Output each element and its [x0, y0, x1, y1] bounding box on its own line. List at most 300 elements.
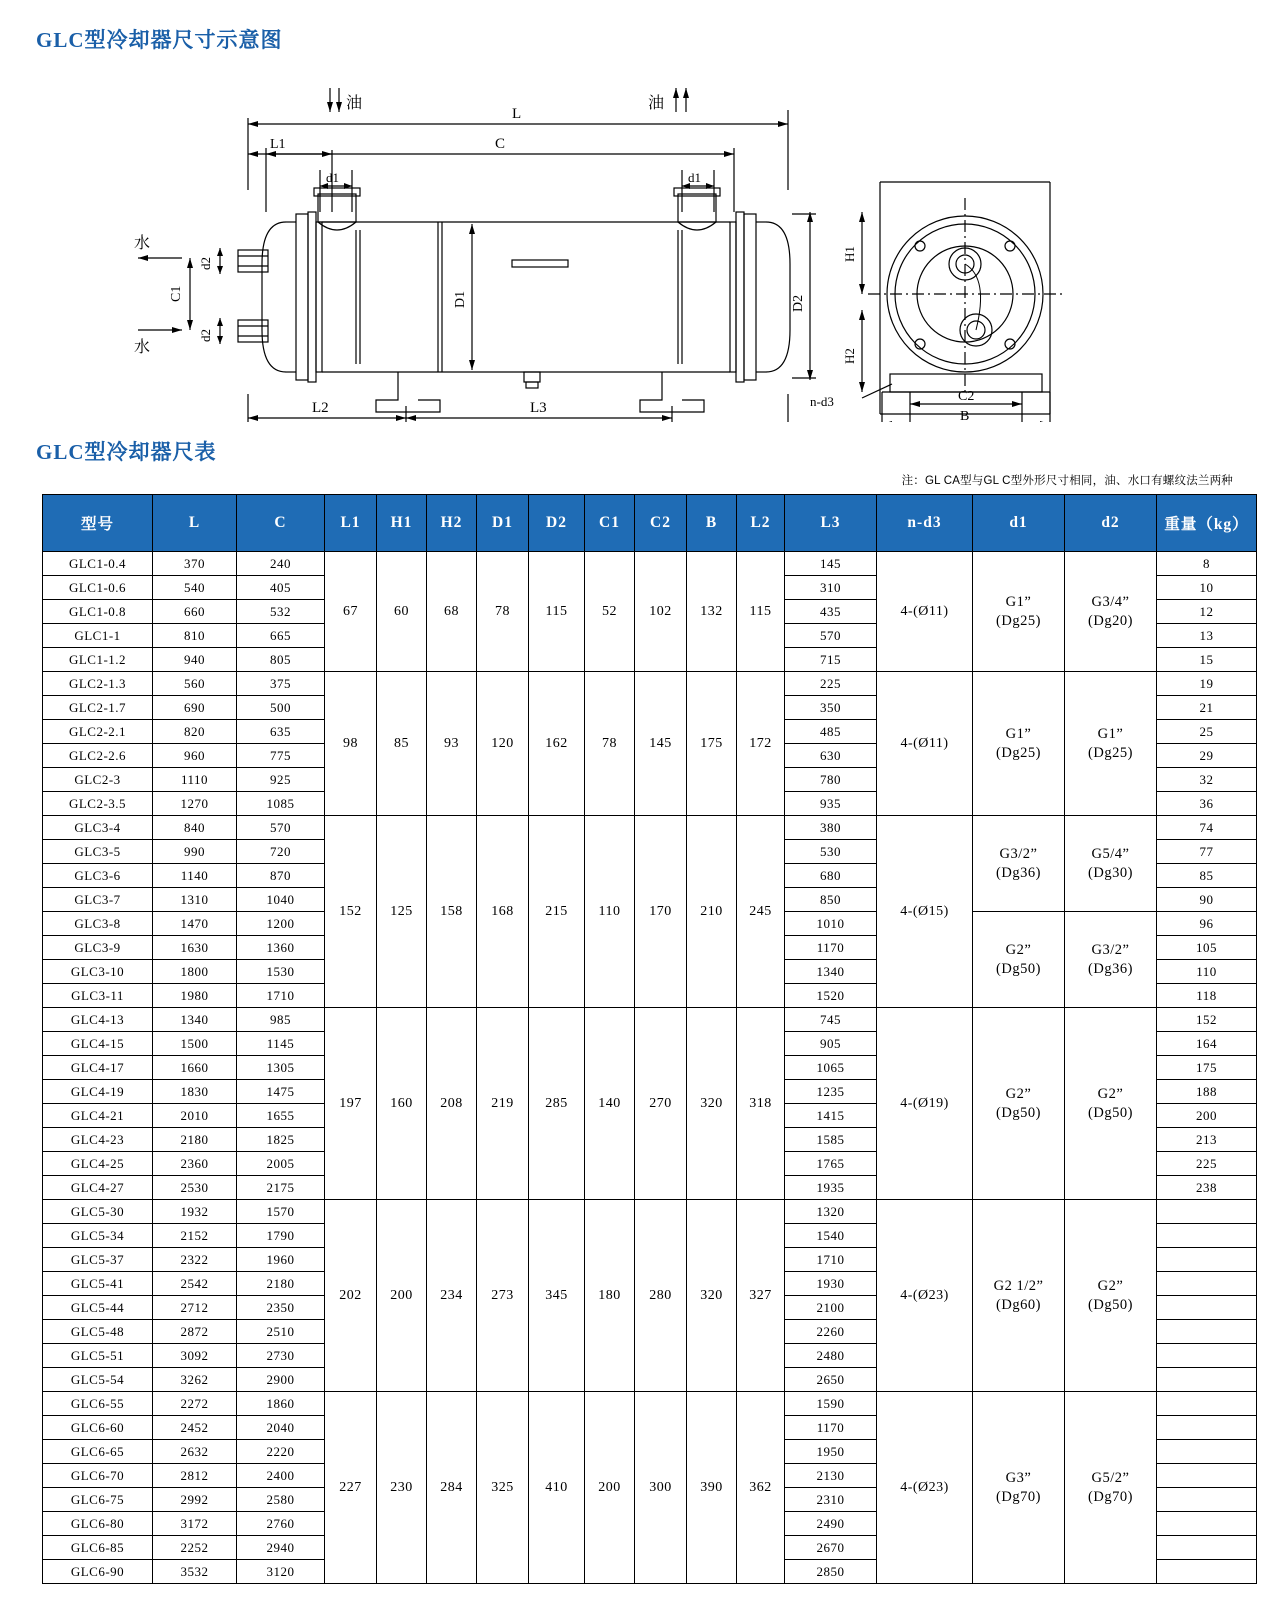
cell-L: 840 [153, 816, 237, 840]
cell-L3: 715 [785, 648, 877, 672]
svg-text:H1: H1 [842, 246, 857, 262]
cell-C: 405 [237, 576, 325, 600]
cell-model: GLC5-34 [43, 1224, 153, 1248]
cell-C: 2760 [237, 1512, 325, 1536]
cell-H2: 68 [427, 552, 477, 672]
cell-H1: 200 [377, 1200, 427, 1392]
cell-model: GLC3-7 [43, 888, 153, 912]
cell-model: GLC4-19 [43, 1080, 153, 1104]
cell-weight [1157, 1488, 1257, 1512]
cell-H1: 85 [377, 672, 427, 816]
cell-weight [1157, 1512, 1257, 1536]
cell-C: 3120 [237, 1560, 325, 1584]
cell-L3: 1765 [785, 1152, 877, 1176]
svg-text:D2: D2 [791, 294, 806, 312]
cell-C: 532 [237, 600, 325, 624]
svg-text:C2: C2 [958, 389, 975, 404]
cell-weight [1157, 1560, 1257, 1584]
cell-L: 2712 [153, 1296, 237, 1320]
cell-nd3: 4-(Ø15) [877, 816, 973, 1008]
cell-B: 390 [687, 1392, 737, 1584]
cell-L2: 327 [737, 1200, 785, 1392]
svg-text:油: 油 [346, 95, 363, 112]
svg-text:d1: d1 [326, 170, 339, 185]
svg-text:油: 油 [648, 95, 665, 112]
cell-C: 635 [237, 720, 325, 744]
cell-L2: 318 [737, 1008, 785, 1200]
cell-model: GLC4-13 [43, 1008, 153, 1032]
cell-L: 1470 [153, 912, 237, 936]
cell-d2: G1” (Dg25) [1065, 672, 1157, 816]
cell-C: 240 [237, 552, 325, 576]
cell-L: 2632 [153, 1440, 237, 1464]
cell-B: 175 [687, 672, 737, 816]
cell-L: 1830 [153, 1080, 237, 1104]
cell-model: GLC1-0.8 [43, 600, 153, 624]
cell-C: 1710 [237, 984, 325, 1008]
cell-model: GLC6-60 [43, 1416, 153, 1440]
cell-d2: G3/4” (Dg20) [1065, 552, 1157, 672]
cell-L: 1140 [153, 864, 237, 888]
cell-L: 2452 [153, 1416, 237, 1440]
cell-weight: 10 [1157, 576, 1257, 600]
cell-C: 1655 [237, 1104, 325, 1128]
cell-C: 2940 [237, 1536, 325, 1560]
cell-L3: 1320 [785, 1200, 877, 1224]
cell-weight: 188 [1157, 1080, 1257, 1104]
cell-L3: 1065 [785, 1056, 877, 1080]
cell-model: GLC5-37 [43, 1248, 153, 1272]
cell-L3: 1950 [785, 1440, 877, 1464]
cell-L3: 225 [785, 672, 877, 696]
cell-nd3: 4-(Ø23) [877, 1392, 973, 1584]
cell-model: GLC3-9 [43, 936, 153, 960]
cell-D2: 162 [529, 672, 585, 816]
svg-text:水: 水 [134, 339, 151, 356]
cell-d1: G3” (Dg70) [973, 1392, 1065, 1584]
cell-C2: 280 [635, 1200, 687, 1392]
cell-H1: 230 [377, 1392, 427, 1584]
cell-L: 1630 [153, 936, 237, 960]
cell-L: 3172 [153, 1512, 237, 1536]
cell-L3: 1340 [785, 960, 877, 984]
cell-L3: 1010 [785, 912, 877, 936]
cell-C: 1085 [237, 792, 325, 816]
cell-L: 2992 [153, 1488, 237, 1512]
cell-d1: G2” (Dg50) [973, 1008, 1065, 1200]
table-header-cell-12: L3 [785, 495, 877, 552]
cell-L3: 905 [785, 1032, 877, 1056]
cell-L: 1932 [153, 1200, 237, 1224]
svg-text:d1: d1 [688, 170, 701, 185]
cell-model: GLC1-0.6 [43, 576, 153, 600]
svg-text:B: B [960, 409, 970, 422]
cell-L: 3092 [153, 1344, 237, 1368]
cell-model: GLC6-80 [43, 1512, 153, 1536]
cell-weight [1157, 1296, 1257, 1320]
table-row [43, 816, 1257, 840]
cell-L3: 1520 [785, 984, 877, 1008]
cell-model: GLC5-51 [43, 1344, 153, 1368]
cell-H1: 60 [377, 552, 427, 672]
cell-L: 690 [153, 696, 237, 720]
cell-weight: 85 [1157, 864, 1257, 888]
cell-weight: 77 [1157, 840, 1257, 864]
cell-L: 540 [153, 576, 237, 600]
cell-L: 1310 [153, 888, 237, 912]
cell-L: 990 [153, 840, 237, 864]
cell-d1: G1” (Dg25) [973, 552, 1065, 672]
cell-L: 2010 [153, 1104, 237, 1128]
cell-L: 2152 [153, 1224, 237, 1248]
cell-L: 1660 [153, 1056, 237, 1080]
cell-L: 1800 [153, 960, 237, 984]
cell-d2: G3/2” (Dg36) [1065, 912, 1157, 1008]
table-note: 注：GL CA型与GL C型外形尺寸相同，油、水口有螺纹法兰两种 [901, 475, 1233, 487]
cell-L3: 1170 [785, 936, 877, 960]
cell-L1: 98 [325, 672, 377, 816]
cell-L3: 850 [785, 888, 877, 912]
cell-C2: 102 [635, 552, 687, 672]
cell-L3: 2480 [785, 1344, 877, 1368]
cell-C: 1145 [237, 1032, 325, 1056]
cell-weight: 105 [1157, 936, 1257, 960]
cell-weight: 25 [1157, 720, 1257, 744]
table-body [43, 552, 1257, 1584]
cooler-dimension-diagram [120, 62, 1160, 422]
cell-L3: 380 [785, 816, 877, 840]
cell-C: 1960 [237, 1248, 325, 1272]
cell-weight [1157, 1200, 1257, 1224]
cell-L1: 67 [325, 552, 377, 672]
cell-weight [1157, 1248, 1257, 1272]
cell-C1: 200 [585, 1392, 635, 1584]
cell-weight: 32 [1157, 768, 1257, 792]
cell-L: 1500 [153, 1032, 237, 1056]
cell-model: GLC6-75 [43, 1488, 153, 1512]
svg-text:d2: d2 [198, 257, 213, 270]
table-header-cell-7: D2 [529, 495, 585, 552]
table-header-row [43, 495, 1257, 552]
cell-L3: 310 [785, 576, 877, 600]
table-header-cell-13: n-d3 [877, 495, 973, 552]
cell-nd3: 4-(Ø11) [877, 672, 973, 816]
cell-C: 665 [237, 624, 325, 648]
cell-L: 2360 [153, 1152, 237, 1176]
svg-text:H2: H2 [842, 348, 857, 364]
cell-model: GLC6-55 [43, 1392, 153, 1416]
cell-L3: 2490 [785, 1512, 877, 1536]
table-title: GLC型冷却器尺表 [36, 440, 217, 464]
cell-weight [1157, 1272, 1257, 1296]
cell-d1: G2 1/2” (Dg60) [973, 1200, 1065, 1392]
cell-L2: 115 [737, 552, 785, 672]
cell-L3: 2260 [785, 1320, 877, 1344]
cell-model: GLC6-85 [43, 1536, 153, 1560]
svg-text:L: L [512, 106, 522, 122]
cell-C: 1825 [237, 1128, 325, 1152]
cell-D2: 115 [529, 552, 585, 672]
table-header-cell-4: H1 [377, 495, 427, 552]
cell-L: 2252 [153, 1536, 237, 1560]
cell-weight: 238 [1157, 1176, 1257, 1200]
cell-weight: 8 [1157, 552, 1257, 576]
cell-L: 560 [153, 672, 237, 696]
cell-model: GLC3-6 [43, 864, 153, 888]
cell-weight: 19 [1157, 672, 1257, 696]
cell-d1: G3/2” (Dg36) [973, 816, 1065, 912]
cell-weight [1157, 1440, 1257, 1464]
cell-L: 2180 [153, 1128, 237, 1152]
cell-C: 1790 [237, 1224, 325, 1248]
cell-L: 1270 [153, 792, 237, 816]
cell-model: GLC2-3.5 [43, 792, 153, 816]
cell-C: 1530 [237, 960, 325, 984]
cell-D1: 219 [477, 1008, 529, 1200]
cell-nd3: 4-(Ø19) [877, 1008, 973, 1200]
cell-C: 2175 [237, 1176, 325, 1200]
cell-d1: G2” (Dg50) [973, 912, 1065, 1008]
svg-text:d2: d2 [198, 329, 213, 342]
table-row [43, 552, 1257, 576]
table-header-cell-0: 型号 [43, 495, 153, 552]
cell-L: 1110 [153, 768, 237, 792]
cell-L3: 350 [785, 696, 877, 720]
cell-d2: G2” (Dg50) [1065, 1008, 1157, 1200]
cell-weight: 29 [1157, 744, 1257, 768]
cell-L: 2272 [153, 1392, 237, 1416]
svg-text:L2: L2 [312, 400, 329, 416]
cell-model: GLC2-3 [43, 768, 153, 792]
cell-L3: 780 [785, 768, 877, 792]
cell-C: 500 [237, 696, 325, 720]
cell-weight [1157, 1392, 1257, 1416]
cell-C1: 78 [585, 672, 635, 816]
cell-L3: 2310 [785, 1488, 877, 1512]
cell-L1: 227 [325, 1392, 377, 1584]
cell-weight: 90 [1157, 888, 1257, 912]
cell-L: 370 [153, 552, 237, 576]
svg-text:n-d3: n-d3 [810, 394, 834, 409]
cell-model: GLC1-1 [43, 624, 153, 648]
cell-weight: 118 [1157, 984, 1257, 1008]
cell-weight: 225 [1157, 1152, 1257, 1176]
cell-L: 2322 [153, 1248, 237, 1272]
cell-model: GLC2-2.6 [43, 744, 153, 768]
cell-H1: 160 [377, 1008, 427, 1200]
cell-weight: 164 [1157, 1032, 1257, 1056]
cell-model: GLC4-27 [43, 1176, 153, 1200]
cell-D1: 273 [477, 1200, 529, 1392]
cell-weight: 15 [1157, 648, 1257, 672]
table-header-cell-11: L2 [737, 495, 785, 552]
cell-D2: 345 [529, 1200, 585, 1392]
cell-weight: 36 [1157, 792, 1257, 816]
cell-weight: 74 [1157, 816, 1257, 840]
cell-C: 2900 [237, 1368, 325, 1392]
cell-C: 2350 [237, 1296, 325, 1320]
cell-L: 2530 [153, 1176, 237, 1200]
cell-nd3: 4-(Ø23) [877, 1200, 973, 1392]
cell-L2: 245 [737, 816, 785, 1008]
cell-weight [1157, 1368, 1257, 1392]
table-header-cell-15: d2 [1065, 495, 1157, 552]
table-header-cell-9: C2 [635, 495, 687, 552]
cell-L: 660 [153, 600, 237, 624]
table-header-cell-2: C [237, 495, 325, 552]
cell-C: 1200 [237, 912, 325, 936]
cell-D1: 168 [477, 816, 529, 1008]
svg-text:L3: L3 [530, 400, 547, 416]
cell-L: 3532 [153, 1560, 237, 1584]
table-row [43, 1392, 1257, 1416]
cell-D2: 215 [529, 816, 585, 1008]
cell-d2: G5/2” (Dg70) [1065, 1392, 1157, 1584]
cell-weight [1157, 1344, 1257, 1368]
cell-weight: 21 [1157, 696, 1257, 720]
cell-C: 1040 [237, 888, 325, 912]
cell-d2: G2” (Dg50) [1065, 1200, 1157, 1392]
cell-model: GLC5-54 [43, 1368, 153, 1392]
table-header-cell-14: d1 [973, 495, 1065, 552]
cell-L3: 1935 [785, 1176, 877, 1200]
cell-C1: 110 [585, 816, 635, 1008]
cell-L: 940 [153, 648, 237, 672]
cell-L3: 1930 [785, 1272, 877, 1296]
cell-C: 1860 [237, 1392, 325, 1416]
cell-weight: 12 [1157, 600, 1257, 624]
cell-C: 1305 [237, 1056, 325, 1080]
cell-L3: 2130 [785, 1464, 877, 1488]
cell-model: GLC6-65 [43, 1440, 153, 1464]
cell-weight [1157, 1416, 1257, 1440]
cell-L3: 530 [785, 840, 877, 864]
svg-text:C: C [495, 136, 506, 152]
cell-L3: 1540 [785, 1224, 877, 1248]
table-header-cell-8: C1 [585, 495, 635, 552]
cell-C: 2040 [237, 1416, 325, 1440]
cell-C: 870 [237, 864, 325, 888]
cooler-spec-table [42, 494, 1257, 1584]
cell-L2: 172 [737, 672, 785, 816]
cell-model: GLC2-1.3 [43, 672, 153, 696]
cell-D2: 410 [529, 1392, 585, 1584]
cell-C2: 300 [635, 1392, 687, 1584]
cell-L: 1340 [153, 1008, 237, 1032]
svg-text:L1: L1 [270, 137, 286, 152]
cell-L3: 145 [785, 552, 877, 576]
table-header-cell-6: D1 [477, 495, 529, 552]
cell-C: 775 [237, 744, 325, 768]
cell-model: GLC4-25 [43, 1152, 153, 1176]
cell-C: 2005 [237, 1152, 325, 1176]
cell-weight [1157, 1536, 1257, 1560]
cell-H2: 284 [427, 1392, 477, 1584]
table-row [43, 672, 1257, 696]
cell-H2: 234 [427, 1200, 477, 1392]
cell-B: 210 [687, 816, 737, 1008]
table-header-cell-16: 重量（kg） [1157, 495, 1257, 552]
table-row [43, 1200, 1257, 1224]
cell-L3: 1590 [785, 1392, 877, 1416]
cell-C: 720 [237, 840, 325, 864]
cell-L: 810 [153, 624, 237, 648]
cell-model: GLC3-5 [43, 840, 153, 864]
cell-L3: 2650 [785, 1368, 877, 1392]
cell-C: 805 [237, 648, 325, 672]
table-header-cell-10: B [687, 495, 737, 552]
cell-L3: 935 [785, 792, 877, 816]
cell-weight: 213 [1157, 1128, 1257, 1152]
cell-C: 925 [237, 768, 325, 792]
cell-nd3: 4-(Ø11) [877, 552, 973, 672]
table-row [43, 1008, 1257, 1032]
cell-model: GLC5-44 [43, 1296, 153, 1320]
cell-C: 2580 [237, 1488, 325, 1512]
cell-model: GLC5-30 [43, 1200, 153, 1224]
cell-model: GLC1-0.4 [43, 552, 153, 576]
cell-H1: 125 [377, 816, 427, 1008]
cell-weight: 96 [1157, 912, 1257, 936]
cell-L3: 630 [785, 744, 877, 768]
cell-C: 2730 [237, 1344, 325, 1368]
cell-C: 2220 [237, 1440, 325, 1464]
cell-B: 320 [687, 1008, 737, 1200]
cell-H2: 158 [427, 816, 477, 1008]
cell-C2: 170 [635, 816, 687, 1008]
cell-model: GLC5-48 [43, 1320, 153, 1344]
cell-weight: 110 [1157, 960, 1257, 984]
cell-B: 132 [687, 552, 737, 672]
cell-L3: 1585 [785, 1128, 877, 1152]
cell-L3: 570 [785, 624, 877, 648]
cell-weight: 175 [1157, 1056, 1257, 1080]
cell-L1: 152 [325, 816, 377, 1008]
table-header [43, 495, 1257, 552]
cell-d2: G5/4” (Dg30) [1065, 816, 1157, 912]
cell-model: GLC4-23 [43, 1128, 153, 1152]
table-header-cell-5: H2 [427, 495, 477, 552]
cell-L3: 435 [785, 600, 877, 624]
cell-L: 1980 [153, 984, 237, 1008]
cell-L: 2812 [153, 1464, 237, 1488]
cell-weight [1157, 1464, 1257, 1488]
svg-text:C1: C1 [169, 285, 184, 302]
cell-model: GLC5-41 [43, 1272, 153, 1296]
cell-C: 2180 [237, 1272, 325, 1296]
cell-model: GLC3-10 [43, 960, 153, 984]
cell-weight: 152 [1157, 1008, 1257, 1032]
cell-C: 2510 [237, 1320, 325, 1344]
table-header-cell-1: L [153, 495, 237, 552]
cell-model: GLC2-1.7 [43, 696, 153, 720]
cell-L: 2542 [153, 1272, 237, 1296]
cell-L3: 485 [785, 720, 877, 744]
table-header-cell-3: L1 [325, 495, 377, 552]
cell-L1: 202 [325, 1200, 377, 1392]
cell-L2: 362 [737, 1392, 785, 1584]
cell-C: 2400 [237, 1464, 325, 1488]
cell-C: 985 [237, 1008, 325, 1032]
cell-model: GLC1-1.2 [43, 648, 153, 672]
cell-model: GLC3-8 [43, 912, 153, 936]
cell-model: GLC4-15 [43, 1032, 153, 1056]
cell-H2: 208 [427, 1008, 477, 1200]
cell-model: GLC3-11 [43, 984, 153, 1008]
cell-L3: 680 [785, 864, 877, 888]
cell-C1: 180 [585, 1200, 635, 1392]
cell-D1: 325 [477, 1392, 529, 1584]
